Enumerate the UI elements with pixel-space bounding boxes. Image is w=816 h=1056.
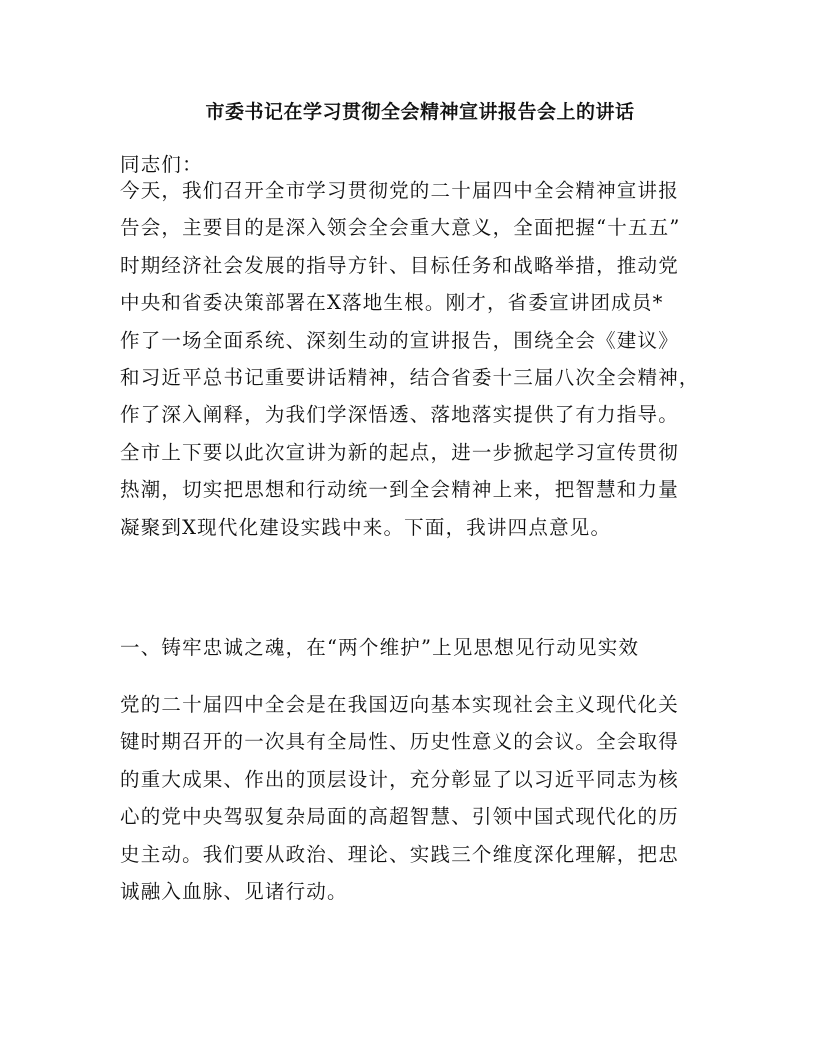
section-body-line: 党的二十届四中全会是在我国迈向基本实现社会主义现代化关 xyxy=(120,693,679,716)
intro-paragraph xyxy=(120,172,716,546)
section-heading-text: 一、铸牢忠诚之魂，在“两个维护”上见思想见行动见实效 xyxy=(120,636,640,659)
section-body-paragraph xyxy=(120,686,716,910)
intro-line: 时期经济社会发展的指导方针、目标任务和战略举措，推动党 xyxy=(120,253,679,277)
salutation-text: 同志们： xyxy=(120,153,203,176)
intro-line: 告会，主要目的是深入领会全会重大意义，全面把握“十五五” xyxy=(120,216,681,240)
intro-line: 凝聚到X现代化建设实践中来。下面，我讲四点意见。 xyxy=(120,515,612,539)
section-body-line: 史主动。我们要从政治、理论、实践三个维度深化理解，把忠 xyxy=(120,842,679,866)
intro-line: 作了一场全面系统、深刻生动的宣讲报告，围绕全会《建议》 xyxy=(120,328,679,352)
section-body-line: 心的党中央驾驭复杂局面的高超智慧、引领中国式现代化的历 xyxy=(120,805,679,829)
intro-line: 全市上下要以此次宣讲为新的起点，进一步掀起学习宣传贯彻 xyxy=(120,440,679,464)
document-title: 市委书记在学习贯彻全会精神宣讲报告会上的讲话 xyxy=(205,101,635,123)
intro-line: 和习近平总书记重要讲话精神，结合省委十三届八次全会精神， xyxy=(120,366,700,390)
section-body-line: 键时期召开的一次具有全局性、历史性意义的会议。全会取得 xyxy=(120,730,679,754)
section-heading xyxy=(120,629,716,666)
section-body-line: 诚融入血脉、见诸行动。 xyxy=(120,880,348,904)
intro-line: 作了深入阐释，为我们学深悟透、落地落实提供了有力指导。 xyxy=(120,403,679,427)
intro-line: 热潮，切实把思想和行动统一到全会精神上来，把智慧和力量 xyxy=(120,478,679,502)
intro-line: 今天，我们召开全市学习贯彻党的二十届四中全会精神宣讲报 xyxy=(120,179,679,202)
intro-line: 中央和省委决策部署在X落地生根。刚才，省委宣讲团成员* xyxy=(120,291,664,315)
section-body-line: 的重大成果、作出的顶层设计，充分彰显了以习近平同志为核 xyxy=(120,767,679,791)
